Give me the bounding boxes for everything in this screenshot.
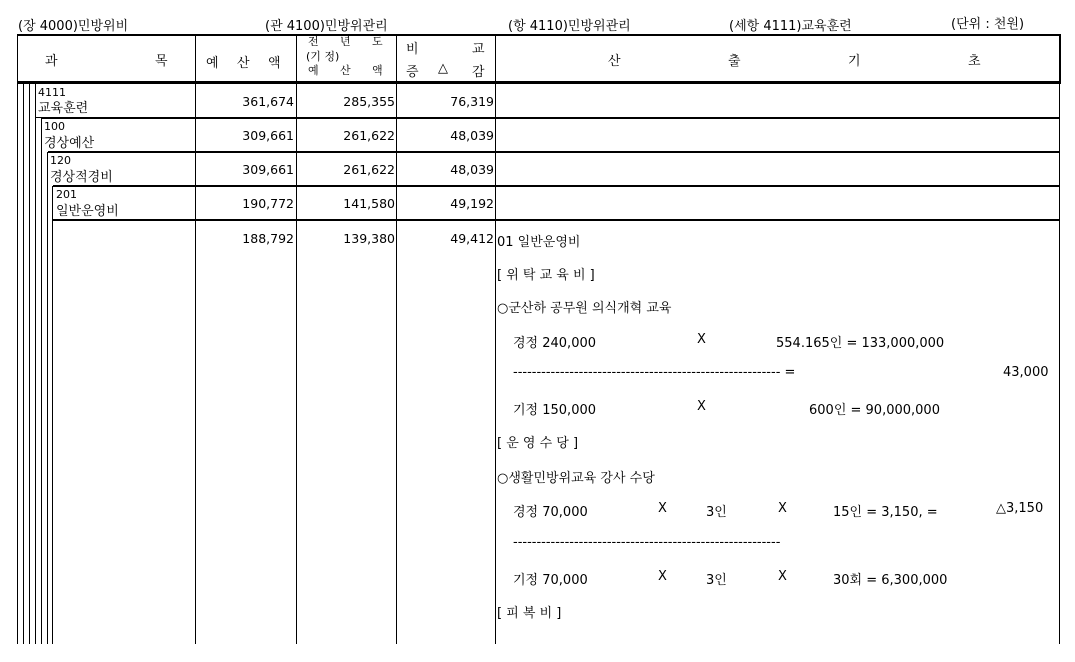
multiply-sign: X xyxy=(658,501,667,516)
row-prev: 261,622 xyxy=(343,128,395,143)
col-diff-e: 감 xyxy=(472,65,485,80)
col-diff-b: 교 xyxy=(472,42,485,57)
col-budget-a: 예 xyxy=(206,56,219,71)
section-header: [ 피 복 비 ] xyxy=(497,606,562,621)
row-diff: 49,412 xyxy=(450,231,494,246)
col-prev-l1a: 전 xyxy=(308,35,319,48)
section-header: [ 운 영 수 당 ] xyxy=(497,436,579,451)
row-diff: 76,319 xyxy=(450,94,494,109)
row-diff: 49,192 xyxy=(450,196,494,211)
multiply-sign: X xyxy=(778,501,787,516)
col-diff-d: △ xyxy=(438,61,448,76)
row-prev: 139,380 xyxy=(343,231,395,246)
row-code: 120 xyxy=(50,154,71,167)
col-subject-a: 과 xyxy=(45,54,58,69)
calc-line: 경정 70,000 xyxy=(513,505,588,520)
detail-item: ○군산하 공무원 의식개혁 교육 xyxy=(497,301,672,316)
row-name: 경상적경비 xyxy=(50,170,113,185)
calc-line: 기정 150,000 xyxy=(513,403,597,418)
col-basis-c: 기 xyxy=(848,54,861,69)
col-prev-l2: (기 정) xyxy=(306,50,340,63)
unit-label: (단위 : 천원) xyxy=(951,17,1025,32)
col-budget-b: 산 xyxy=(237,56,250,71)
col-diff-c: 증 xyxy=(406,65,419,80)
sehang-label: (세항 4111)교육훈련 xyxy=(729,19,852,34)
col-basis-a: 산 xyxy=(608,54,621,69)
col-prev-l3a: 예 xyxy=(308,64,319,77)
row-diff: 48,039 xyxy=(450,162,494,177)
divider-line: --------------------------------------------------------- = xyxy=(513,365,796,380)
row-budget: 190,772 xyxy=(242,196,294,211)
col-diff-a: 비 xyxy=(406,42,419,57)
row-budget: 361,674 xyxy=(242,94,294,109)
calc-result: 600인 = 90,000,000 xyxy=(809,403,940,418)
col-basis-d: 초 xyxy=(968,54,981,69)
row-prev: 285,355 xyxy=(343,94,395,109)
calc-line: 경정 240,000 xyxy=(513,336,597,351)
row-code: 4111 xyxy=(38,86,66,99)
multiply-sign: X xyxy=(778,569,787,584)
calc-result: 15인 = 3,150, = xyxy=(833,505,938,520)
row-prev: 261,622 xyxy=(343,162,395,177)
col-prev-l3c: 액 xyxy=(372,64,383,77)
row-prev: 141,580 xyxy=(343,196,395,211)
row-name: 일반운영비 xyxy=(56,204,119,219)
row-code: 201 xyxy=(56,188,77,201)
diff-value: △3,150 xyxy=(996,501,1044,516)
multiply-sign: X xyxy=(658,569,667,584)
col-subject-b: 목 xyxy=(155,54,168,69)
row-name: 교육훈련 xyxy=(38,101,89,116)
jang-label: (장 4000)민방위비 xyxy=(18,19,129,34)
diff-value: 43,000 xyxy=(1003,365,1049,380)
detail-item: ○생활민방위교육 강사 수당 xyxy=(497,471,655,486)
divider-line: --------------------------------------------------------- xyxy=(513,535,781,550)
row-budget: 188,792 xyxy=(242,231,294,246)
row-budget: 309,661 xyxy=(242,128,294,143)
calc-qty: 3인 xyxy=(706,573,727,588)
multiply-sign: X xyxy=(697,399,706,414)
calc-result: 30회 = 6,300,000 xyxy=(833,573,948,588)
col-prev-l1b: 년 xyxy=(340,35,351,48)
calc-result: 554.165인 = 133,000,000 xyxy=(776,336,945,351)
detail-title: 01 일반운영비 xyxy=(497,235,581,250)
gwan-label: (관 4100)민방위관리 xyxy=(265,19,388,34)
col-basis-b: 출 xyxy=(728,54,741,69)
section-header: [ 위 탁 교 육 비 ] xyxy=(497,268,595,283)
row-code: 100 xyxy=(44,120,65,133)
hang-label: (항 4110)민방위관리 xyxy=(508,19,631,34)
calc-qty: 3인 xyxy=(706,505,727,520)
row-diff: 48,039 xyxy=(450,128,494,143)
row-name: 경상예산 xyxy=(44,136,95,151)
calc-line: 기정 70,000 xyxy=(513,573,588,588)
col-prev-l1c: 도 xyxy=(372,35,383,48)
multiply-sign: X xyxy=(697,332,706,347)
col-prev-l3b: 산 xyxy=(340,64,351,77)
row-budget: 309,661 xyxy=(242,162,294,177)
col-budget-c: 액 xyxy=(268,56,281,71)
